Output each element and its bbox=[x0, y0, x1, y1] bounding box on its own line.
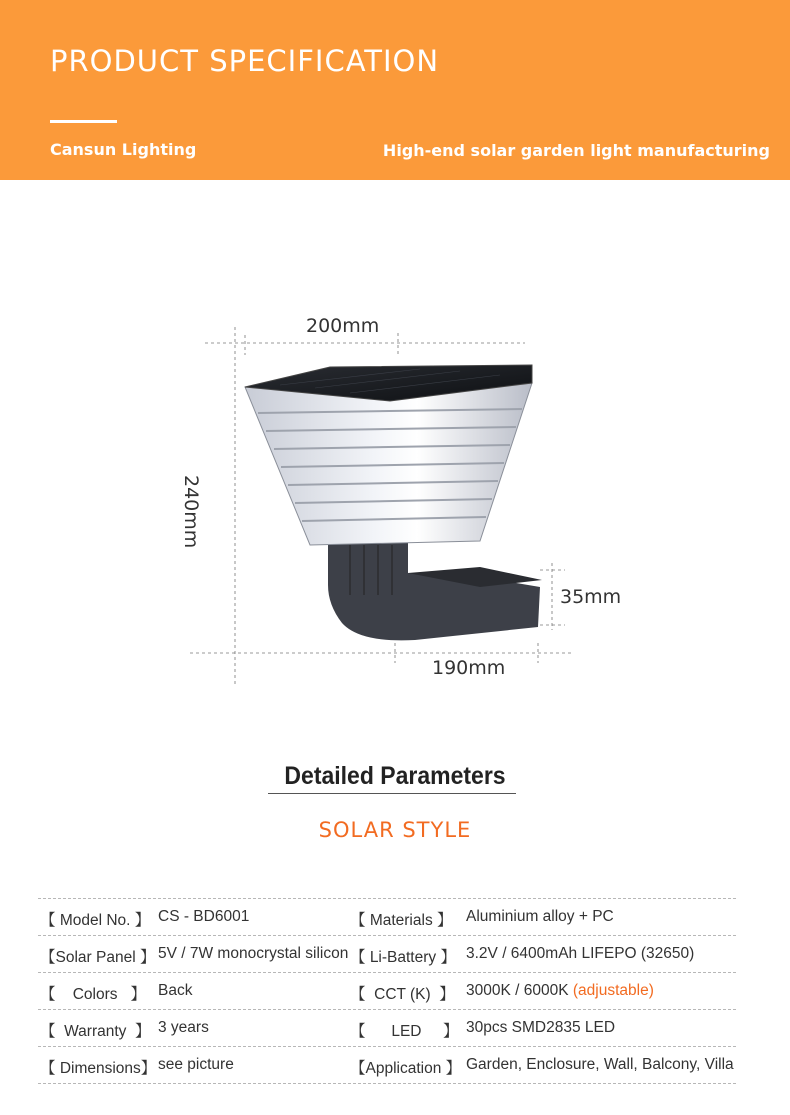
param-value: CS - BD6001 bbox=[158, 908, 250, 925]
mount-bracket bbox=[328, 537, 540, 640]
param-key: Model No. bbox=[59, 912, 131, 929]
banner-divider bbox=[50, 120, 117, 123]
height-dimension: 240mm bbox=[180, 475, 202, 549]
param-key: Colors bbox=[72, 986, 118, 1003]
param-value: see picture bbox=[158, 1056, 234, 1073]
section-title: Detailed Parameters bbox=[284, 762, 506, 790]
parameters-table bbox=[38, 898, 736, 1084]
param-note: (adjustable) bbox=[572, 982, 654, 999]
width-dimension: 200mm bbox=[306, 315, 380, 337]
table-row: 【 Colors 】 Back 【 CCT (K) 】 3000K / 6000K (adjustable) bbox=[38, 972, 736, 1009]
param-value: Garden, Enclosure, Wall, Balcony, Villa bbox=[466, 1056, 734, 1073]
param-value: 3000K / 6000K bbox=[466, 982, 569, 999]
param-key: Materials bbox=[369, 912, 433, 929]
header-banner bbox=[0, 0, 790, 180]
lamp-illustration bbox=[180, 305, 640, 695]
param-key: CCT (K) bbox=[374, 986, 431, 1003]
brand-name: Cansun Lighting bbox=[50, 140, 197, 159]
param-key: Solar Panel bbox=[55, 949, 136, 966]
depth-dimension: 190mm bbox=[432, 657, 506, 679]
table-row: 【 Warranty 】 3 years 【 LED 】 30pcs SMD2835 LED bbox=[38, 1009, 736, 1046]
bracket-height-dimension: 35mm bbox=[560, 586, 622, 608]
param-key: Li-Battery bbox=[369, 949, 437, 966]
section-underline bbox=[268, 793, 516, 794]
param-key: Warranty bbox=[64, 1023, 127, 1040]
param-value: Aluminium alloy + PC bbox=[466, 908, 614, 925]
table-row: 【Solar Panel 】 5V / 7W monocrystal silicon 【 Li-Battery 】 3.2V / 6400mAh LIFEPO (32650) bbox=[38, 935, 736, 972]
param-key: Dimensions bbox=[59, 1060, 141, 1077]
param-value: 5V / 7W monocrystal silicon bbox=[158, 945, 349, 962]
param-value: 3 years bbox=[158, 1019, 209, 1036]
section-subtitle: SOLAR STYLE bbox=[318, 818, 472, 842]
param-value: 30pcs SMD2835 LED bbox=[466, 1019, 616, 1036]
param-key: LED bbox=[391, 1023, 422, 1040]
product-diagram bbox=[180, 305, 640, 695]
param-value: 3.2V / 6400mAh LIFEPO (32650) bbox=[466, 945, 695, 962]
param-key: Application bbox=[365, 1060, 442, 1077]
param-value: Back bbox=[158, 982, 193, 999]
table-row: 【 Model No. 】 CS - BD6001 【 Materials 】 Aluminium alloy + PC bbox=[38, 898, 736, 935]
banner-title: PRODUCT SPECIFICATION bbox=[50, 44, 440, 78]
banner-tagline: High-end solar garden light manufacturing bbox=[382, 141, 770, 160]
table-row: 【 Dimensions】 see picture 【Application 】 Garden, Enclosure, Wall, Balcony, Villa bbox=[38, 1046, 736, 1084]
